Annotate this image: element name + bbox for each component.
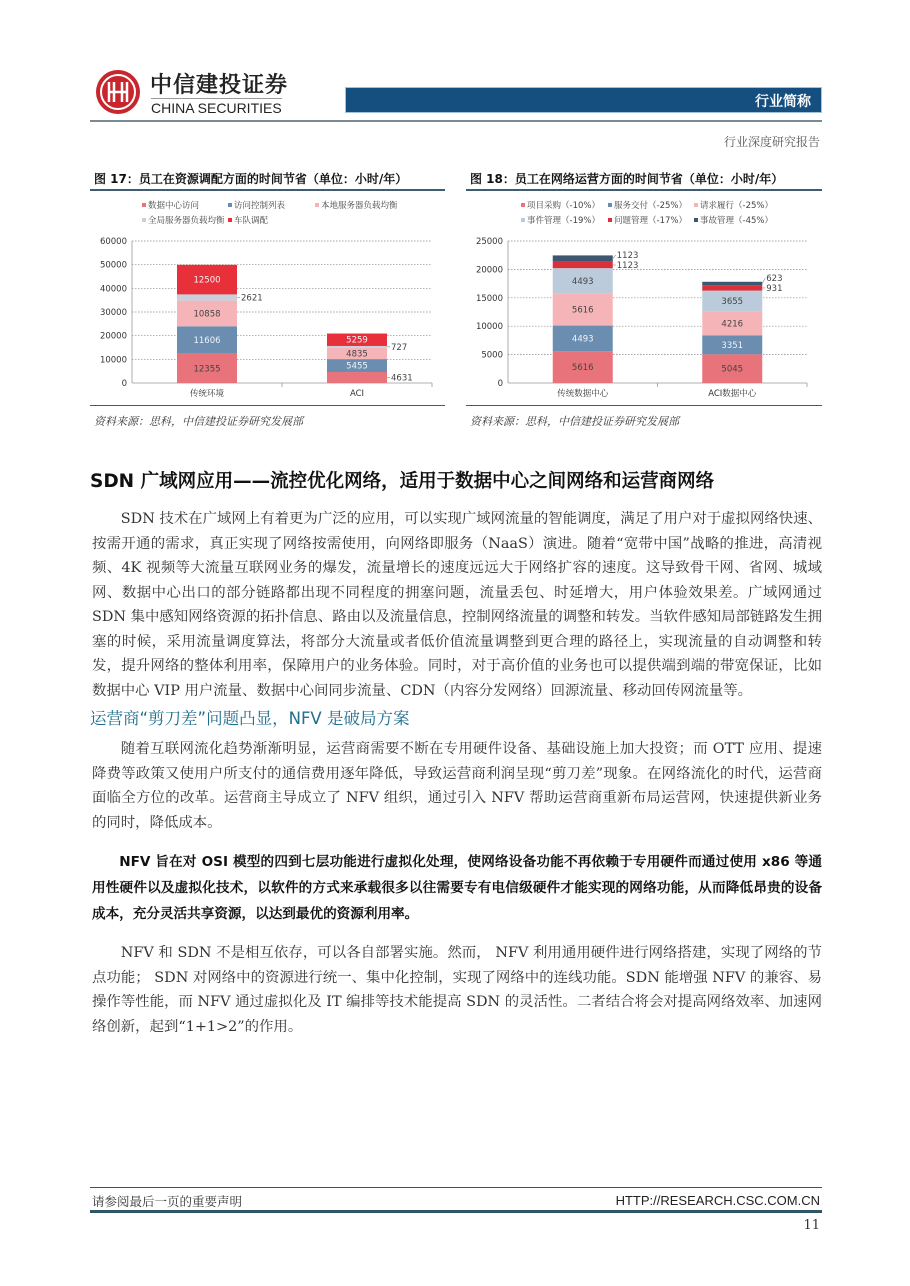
data-label: 3655 (721, 296, 744, 307)
legend-swatch (521, 203, 525, 207)
data-label: 1123 (616, 250, 639, 261)
bar-segment (702, 282, 762, 286)
legend-label: 请求履行（-25%） (700, 201, 773, 211)
figure-18-bottom-rule (466, 405, 822, 406)
data-label: 2621 (241, 293, 263, 304)
paragraph-nfv-sdn-relation: NFV 和 SDN 不是相互依存，可以各自部署实施。然而， NFV 利用通用硬件进行网络搭建，实现了网络的节点功能； SDN 对网络中的资源进行统一、集中化控制，实现了网络中的连线功能。SDN 能增强 NFV 的兼容、易操作等性能，而 NFV 通过虚拟化及 IT 编排等技术能提高 SDN 的灵活性。二者结合将会对提高网络效率、加速网络创新，起到“1+1>2”的作用。 (92, 945, 822, 1035)
legend-label: 项目采购（-10%） (527, 201, 600, 211)
y-tick-label: 10000 (475, 322, 503, 333)
figure-18-chart (466, 192, 822, 404)
bar-segment (327, 372, 387, 383)
body-text (90, 469, 822, 1039)
page-number: 11 (803, 1218, 820, 1233)
y-tick-label: 10000 (99, 355, 127, 366)
header-divider (90, 120, 822, 122)
x-tick-label: ACI (349, 389, 365, 399)
data-label: 4835 (346, 349, 368, 360)
data-label: 4493 (571, 334, 594, 345)
bar-segment (702, 285, 762, 290)
legend-label: 本地服务器负载均衡 (321, 201, 398, 211)
footer-url[interactable]: HTTP://RESEARCH.CSC.COM.CN (615, 1193, 820, 1208)
data-label: 931 (766, 283, 783, 294)
data-label: 4216 (721, 319, 744, 330)
y-tick-label: 30000 (99, 308, 127, 318)
legend-swatch (694, 203, 698, 207)
legend-swatch (228, 203, 232, 207)
legend-swatch (521, 218, 525, 222)
figure-18-top-rule (466, 189, 822, 191)
data-label: 727 (391, 342, 408, 353)
industry-label: 行业简称 (755, 94, 811, 110)
header-banner (345, 87, 822, 113)
report-type: 行业深度研究报告 (723, 135, 820, 149)
legend-label: 访问控制列表 (234, 201, 286, 211)
data-label: 5616 (571, 305, 594, 316)
legend-label: 事件管理（-19%） (527, 216, 600, 226)
y-tick-label: 0 (121, 379, 127, 389)
legend-swatch (315, 203, 319, 207)
paragraph-nfv-definition: NFV 旨在对 OSI 模型的四到七层功能进行虚拟化处理，使网络设备功能不再依赖于专用硬件而通过使用 x86 等通用性硬件以及虚拟化技术，以软件的方式来承载很多以往需要专有电信级硬件才能实现的网络功能，从而降低昂贵的设备成本，充分灵活共享资源，以达到最优的资源利用率。 (92, 854, 822, 922)
data-label: 4493 (571, 276, 594, 287)
y-tick-label: 40000 (99, 284, 127, 295)
legend-label: 全局服务器负载均衡 (148, 216, 225, 226)
y-tick-label: 25000 (475, 237, 503, 247)
paragraph-nfv-background: 随着互联网流化趋势渐渐明显，运营商需要不断在专用硬件设备、基础设施上加大投资；而 OTT 应用、提速降费等政策又使用户所支付的通信费用逐年降低，导致运营商利润呈现“剪刀差”现象。在网络流化的时代，运营商面临全方位的改革。运营商主导成立了 NFV 组织，通过引入 NFV 帮助运营商重新布局运营网，快速提供新业务的同时，降低成本。 (92, 741, 822, 831)
brand-name-en: CHINA SECURITIES (151, 100, 282, 116)
bar-segment (553, 262, 613, 268)
y-tick-label: 0 (497, 379, 503, 389)
section-heading-nfv: 运营商“剪刀差”问题凸显，NFV 是破局方案 (90, 709, 410, 728)
paragraph-sdn-wan: SDN 技术在广域网上有着更为广泛的应用，可以实现广域网流量的智能调度，满足了用户对于虚拟网络快速、按需开通的需求，真正实现了网络按需使用，向网络即服务（NaaS）演进。随着“宽带中国”战略的推进，高清视频、4K 视频等大流量互联网业务的爆发，流量增长的速度远远大于网络扩容的速度。这导致骨干网、省网、城域网、数据中心出口的部分链路都出现不同程度的拥塞问题，流量丢包、时延增大，用户体验效果差。广域网通过 SDN 集中感知网络资源的拓扑信息、路由以及流量信息，控制网络流量的调整和转发。当软件感知局部链路发生拥塞的时候，采用流量调度算法，将部分大流量或者低价值流量调整到更合理的路径上，实现流量的自动调整和转发，提升网络的整体利用率，保障用户的业务体验。同时，对于高价值的业务也可以提供端到端的带宽保证，比如数据中心 VIP 用户流量、数据中心间同步流量、CDN（内容分发网络）回源流量、移动回传网流量等。 (92, 511, 822, 699)
data-label: 1123 (616, 260, 639, 271)
data-label: 5455 (346, 361, 368, 372)
legend-swatch (142, 203, 146, 207)
bar-segment (327, 346, 387, 348)
data-label: 4631 (391, 373, 413, 384)
bar-segment (177, 294, 237, 300)
data-label: 12500 (193, 275, 221, 286)
y-tick-label: 60000 (99, 237, 127, 247)
legend-label: 事故管理（-45%） (700, 216, 773, 226)
legend-swatch (694, 218, 698, 222)
legend-swatch (608, 218, 612, 222)
footer-divider-bottom (90, 1210, 822, 1213)
data-label: 11606 (193, 336, 221, 347)
data-label: 12355 (193, 364, 221, 375)
data-label: 5616 (571, 363, 594, 374)
y-tick-label: 15000 (475, 293, 503, 304)
figure-17-title: 图 17：员工在资源调配方面的时间节省（单位：小时/年） (94, 172, 408, 186)
legend-swatch (228, 218, 232, 222)
section-heading-sdn-wan: SDN 广域网应用——流控优化网络，适用于数据中心之间网络和运营商网络 (90, 471, 715, 492)
data-label-leader (762, 278, 765, 284)
data-label: 623 (766, 273, 783, 284)
y-tick-label: 50000 (99, 260, 127, 271)
x-tick-label: 传统数据中心 (557, 389, 609, 399)
legend-label: 问题管理（-17%） (614, 216, 687, 226)
brand-name-cn: 中信建投证券 (150, 73, 289, 98)
figure-17-source: 资料来源：思科，中信建投证券研究发展部 (94, 415, 303, 428)
figure-18-title: 图 18：员工在网络运营方面的时间节省（单位：小时/年） (470, 172, 784, 186)
y-tick-label: 20000 (475, 265, 503, 276)
footer-disclaimer: 请参阅最后一页的重要声明 (92, 1194, 243, 1209)
x-tick-label: ACI数据中心 (708, 389, 757, 399)
data-label: 5045 (721, 364, 744, 375)
data-label: 10858 (193, 309, 221, 320)
data-label: 3351 (721, 340, 744, 351)
figure-17-bottom-rule (90, 405, 445, 406)
legend-label: 车队调配 (234, 216, 269, 226)
data-label: 5259 (346, 335, 368, 346)
bar-segment (553, 255, 613, 261)
legend-label: 服务交付（-25%） (614, 201, 687, 211)
y-tick-label: 20000 (99, 331, 127, 342)
x-tick-label: 传统环境 (189, 389, 225, 399)
footer-divider-top (90, 1187, 822, 1188)
legend-swatch (608, 203, 612, 207)
figure-17-top-rule (90, 189, 445, 191)
y-tick-label: 5000 (481, 350, 503, 361)
citic-logo-icon (96, 70, 140, 114)
figure-18-source: 资料来源：思科，中信建投证券研究发展部 (470, 415, 679, 428)
legend-swatch (142, 218, 146, 222)
data-label-leader (613, 255, 616, 259)
figure-17-chart (90, 192, 445, 404)
legend-label: 数据中心访问 (148, 201, 200, 211)
